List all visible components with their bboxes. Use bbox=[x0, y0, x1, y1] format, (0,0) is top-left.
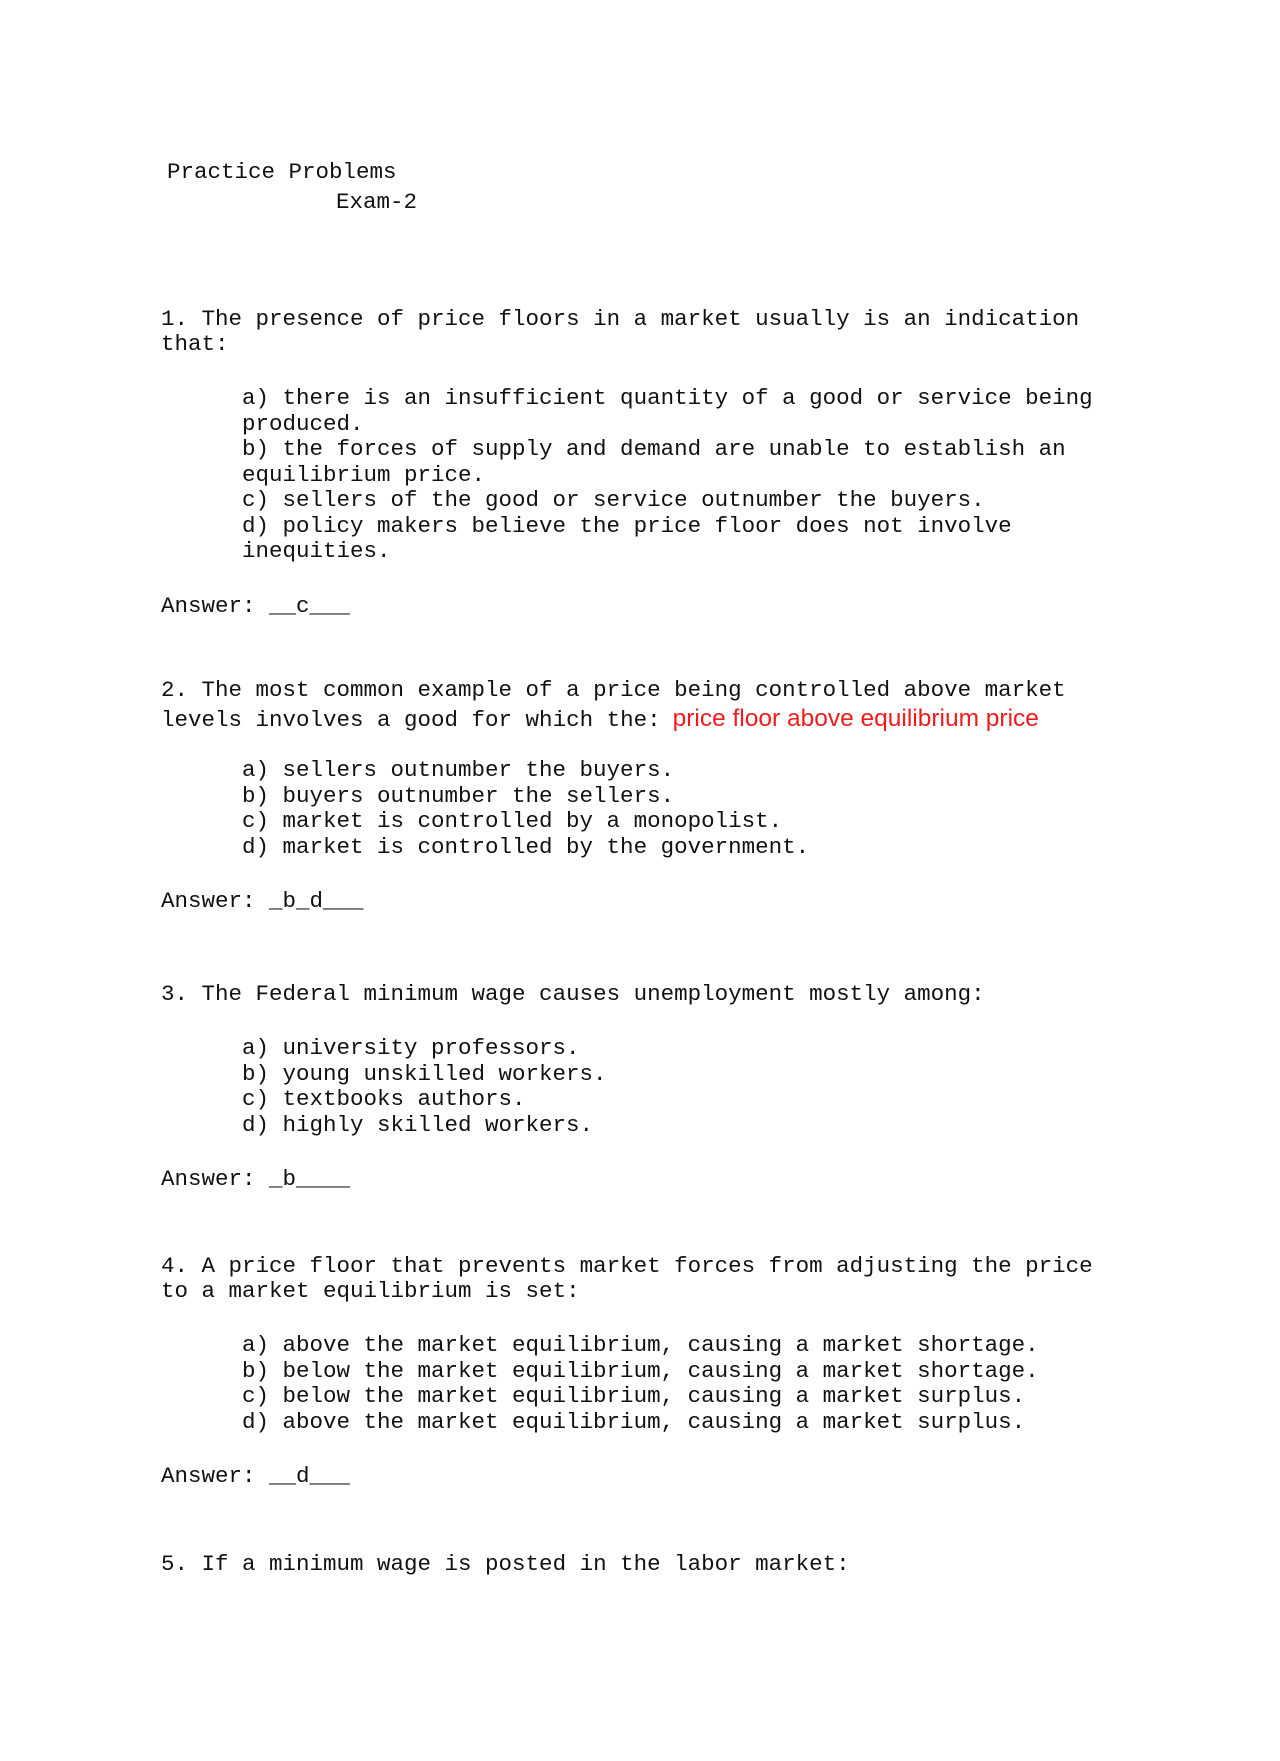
question-2-options bbox=[242, 758, 1161, 860]
option-b: b) below the market equilibrium, causing a market shortage. bbox=[242, 1357, 1039, 1384]
question-3-text: 3. The Federal minimum wage causes unemployment mostly among: bbox=[161, 981, 985, 1007]
option-c: c) market is controlled by a monopolist. bbox=[242, 808, 783, 834]
page-title: Practice Problems bbox=[167, 159, 397, 185]
option-c: c) below the market equilibrium, causing a market surplus. bbox=[242, 1383, 1026, 1409]
question-3 bbox=[161, 982, 1161, 1192]
question-5-text: 5. If a minimum wage is posted in the labor market: bbox=[161, 1551, 850, 1577]
option-a: a) university professors. bbox=[242, 1035, 580, 1061]
option-b: b) the forces of supply and demand are unable to establish an equilibrium price. bbox=[242, 436, 1066, 488]
question-4-answer: Answer: __d___ bbox=[161, 1463, 351, 1489]
option-d: d) policy makers believe the price floor does not involve inequities. bbox=[242, 512, 1012, 564]
question-1-answer: Answer: __c___ bbox=[161, 592, 351, 619]
question-1-options bbox=[242, 386, 1161, 565]
question-5 bbox=[161, 1552, 1161, 1577]
question-4 bbox=[161, 1254, 1161, 1489]
option-c: c) textbooks authors. bbox=[242, 1086, 526, 1112]
option-d: d) highly skilled workers. bbox=[242, 1111, 594, 1138]
option-d: d) market is controlled by the government. bbox=[242, 833, 810, 860]
option-b: b) young unskilled workers. bbox=[242, 1060, 607, 1087]
question-1 bbox=[161, 307, 1161, 619]
option-a: a) sellers outnumber the buyers. bbox=[242, 757, 675, 783]
option-a: a) above the market equilibrium, causing a market shortage. bbox=[242, 1332, 1039, 1358]
option-c: c) sellers of the good or service outnumber the buyers. bbox=[242, 487, 985, 513]
page-subtitle: Exam-2 bbox=[336, 189, 418, 215]
option-a: a) there is an insufficient quantity of a good or service being produced. bbox=[242, 385, 1093, 437]
question-3-options bbox=[242, 1036, 1161, 1138]
option-b: b) buyers outnumber the sellers. bbox=[242, 782, 675, 809]
question-2 bbox=[161, 678, 1161, 914]
handwritten-note: price floor above equilibrium price bbox=[672, 705, 1039, 732]
option-d: d) above the market equilibrium, causing a market surplus. bbox=[242, 1408, 1026, 1435]
question-3-answer: Answer: _b____ bbox=[161, 1166, 351, 1192]
question-2-answer: Answer: _b_d___ bbox=[161, 888, 364, 914]
question-4-options bbox=[242, 1333, 1161, 1435]
question-2-text: 2. The most common example of a price being controlled above market levels involves a good for which the: price floor above equilibrium price bbox=[161, 677, 1066, 733]
question-4-text: 4. A price floor that prevents market forces from adjusting the price to a market equilibrium is set: bbox=[161, 1253, 1093, 1304]
question-1-text: 1. The presence of price floors in a market usually is an indication that: bbox=[161, 306, 1080, 357]
